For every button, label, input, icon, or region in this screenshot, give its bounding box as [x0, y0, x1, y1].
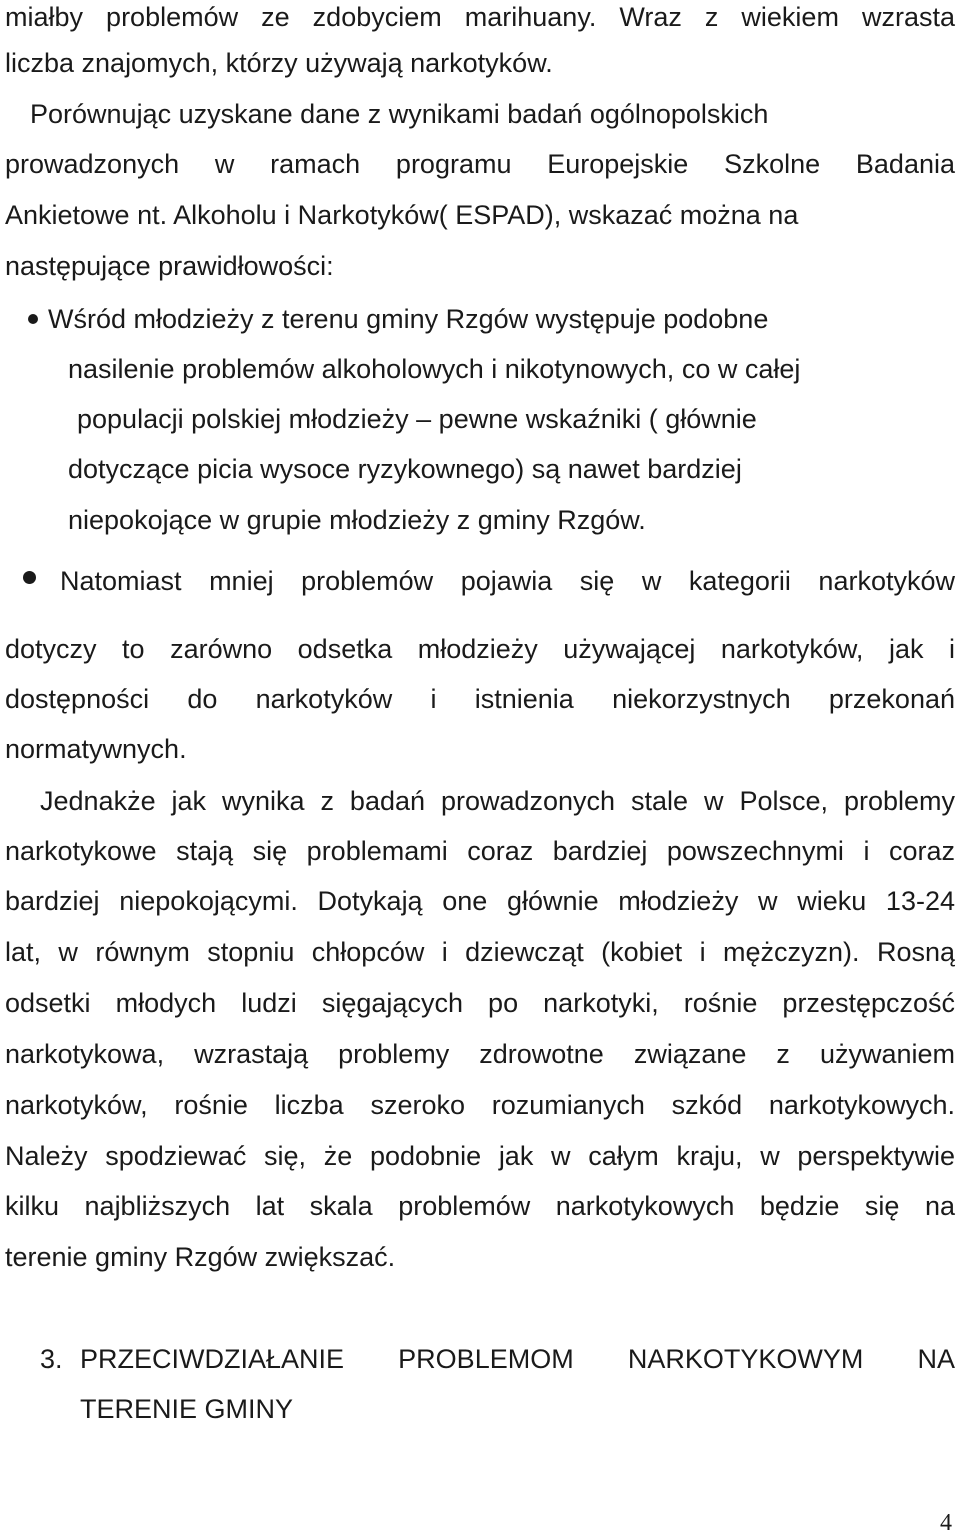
- main-line-6: narkotykowa, wzrastają problemy zdrowotne związane z używaniem: [5, 1039, 955, 1069]
- main-line-9: kilku najbliższych lat skala problemów narkotykowych będzie się na: [5, 1191, 955, 1221]
- main-line-2: narkotykowe stają się problemami coraz bardziej powszechnymi i coraz: [5, 836, 955, 866]
- intro-line-6: następujące prawidłowości:: [5, 251, 334, 281]
- page-number: 4: [940, 1510, 952, 1536]
- main-line-7: narkotyków, rośnie liczba szeroko rozumianych szkód narkotykowych.: [5, 1090, 955, 1120]
- bullet-icon: [23, 571, 36, 584]
- main-line-4: lat, w równym stopniu chłopców i dziewcząt (kobiet i mężczyzn). Rosną: [5, 937, 955, 967]
- main-line-1: Jednakże jak wynika z badań prowadzonych stale w Polsce, problemy: [40, 786, 955, 816]
- intro-line-5: Ankietowe nt. Alkoholu i Narkotyków( ESPAD), wskazać można na: [5, 200, 799, 230]
- bullet-1-line-2: nasilenie problemów alkoholowych i nikotynowych, co w całej: [68, 354, 801, 384]
- bullet-2-line-1: Natomiast mniej problemów pojawia się w kategorii narkotyków: [60, 566, 955, 596]
- bullet-2-line-4: normatywnych.: [5, 734, 187, 764]
- section-heading-line-2: TERENIE GMINY: [80, 1394, 294, 1424]
- bullet-1-line-3: populacji polskiej młodzieży – pewne wskaźniki ( głównie: [77, 404, 757, 434]
- bullet-2-line-2: dotyczy to zarówno odsetka młodzieży używającej narkotyków, jak i: [5, 634, 955, 664]
- main-line-8: Należy spodziewać się, że podobnie jak w całym kraju, w perspektywie: [5, 1141, 955, 1171]
- main-line-5: odsetki młodych ludzi sięgających po narkotyki, rośnie przestępczość: [5, 988, 955, 1018]
- intro-line-3: Porównując uzyskane dane z wynikami badań ogólnopolskich: [30, 99, 769, 129]
- bullet-2-line-3: dostępności do narkotyków i istnienia niekorzystnych przekonań: [5, 684, 955, 714]
- intro-line-1: miałby problemów ze zdobyciem marihuany. Wraz z wiekiem wzrasta: [5, 2, 955, 32]
- section-number: 3.: [40, 1344, 63, 1374]
- main-line-10: terenie gminy Rzgów zwiększać.: [5, 1242, 396, 1272]
- bullet-icon: [28, 314, 38, 324]
- intro-line-4: prowadzonych w ramach programu Europejskie Szkolne Badania: [5, 149, 955, 179]
- bullet-1-line-1: Wśród młodzieży z terenu gminy Rzgów występuje podobne: [48, 304, 769, 334]
- bullet-1-line-4: dotyczące picia wysoce ryzykownego) są nawet bardziej: [68, 454, 742, 484]
- bullet-1-line-5: niepokojące w grupie młodzieży z gminy Rzgów.: [68, 505, 646, 535]
- section-heading-line-1: PRZECIWDZIAŁANIE PROBLEMOM NARKOTYKOWYM NA: [80, 1344, 955, 1374]
- main-line-3: bardziej niepokojącymi. Dotykają one głównie młodzieży w wieku 13-24: [5, 886, 955, 916]
- intro-line-2: liczba znajomych, którzy używają narkotyków.: [5, 48, 553, 78]
